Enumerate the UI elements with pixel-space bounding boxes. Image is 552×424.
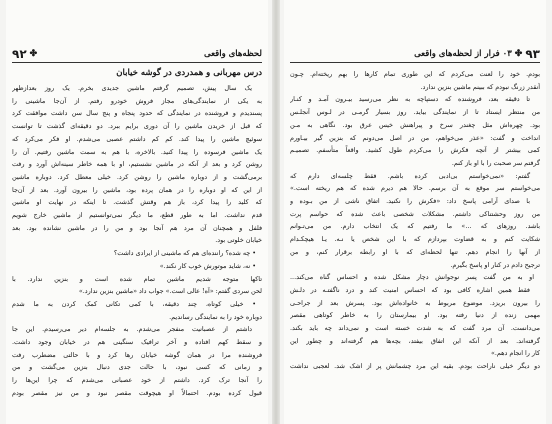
text-line: مهمی زنده از دنیا رفته بود. او بیمارستان را به خاطر کوتاهی مقصر	[290, 311, 540, 320]
text-line: کار را انجام دهم.»	[490, 349, 540, 358]
dialogue-line: • نه، شاید موتورش خوب کار نکند.»	[159, 261, 256, 270]
ornament-icon: ✤	[29, 49, 38, 59]
text-line: دو دیگر خیلی ناراحت بودم. بقیه این مرد چشمانش پر از اشک شد. لعجبی نداشت	[290, 362, 540, 371]
right-page	[284, 0, 546, 424]
text-line: به یکی از نمایندگی‌های مجاز فروش خودرو رفتم. از آن‌جا ماشینی را	[12, 96, 262, 105]
text-line: تا دقیقه بعد، فروشنده که دستپاچه به نظر می‌رسید بیـرون آمـد و کنـار	[290, 95, 530, 104]
text-line: با صدای آرامی پاسخ داد: «فکرش را نکنید. اتفاق ناشی از من بـوده و	[290, 197, 530, 206]
text-line: باشد. روزهای که ...» ما رفتیم که یک انتخاب دارم. من می‌تـوانم	[290, 222, 540, 231]
text-line: و زمانی که کسی نبود، با حالت جدی دنبال بنزین می‌گشت و من	[12, 363, 262, 372]
left-page-number: ۹۲	[12, 47, 27, 61]
text-line: گرفته‌اند. بعد از آنکه این اتفاق بیفتد، بچه‌ها هم گرفته‌اند و چطور این	[290, 336, 540, 345]
text-line: قبول کرده بودم. احتمالاً او هیچوقت مقصر نبود و من نیز مقصر بودم	[12, 388, 262, 397]
text-line: آنقدر زرنگ نبودم که ببینم ماشین بنزین ندارد.	[420, 82, 540, 91]
left-running-title: لحظه‌های واقعی	[203, 49, 262, 59]
text-line: تاکها متوجه شدیم ماشین تمام شده است و بنزین ندارد. با	[12, 274, 262, 283]
text-line: سوئیچ ماشین را پیدا کند. کم کم داشتم عصبی می‌شدم. او فکر می‌کرد که	[12, 134, 262, 143]
ornament-icon: ✤	[514, 49, 523, 59]
dialogue-line: • خیلی کوتاه، چند دقیقه، با کمی تکانی کمک کردن به ما شدم	[12, 299, 256, 308]
text-line: ترجیح دادم در کنار او پاسخ بگیرم.	[450, 260, 540, 269]
text-line: که قبل از خریدن ماشین را آن دوری برایم ببرد. دو دقیقه‌ای گذشت تا توانست	[12, 122, 262, 131]
text-line: فروشنده مرا در همان گوشه خیابان رها کرد و با حالتی مضطرب رفت	[12, 350, 262, 359]
text-line: لحن سردی گفتم: «آه! عالی است.» جواب داد «ماشین بنزین ندارد.»	[78, 287, 262, 296]
text-line: داشتم از عصبانیت منفجر می‌شدم. به جلسه‌ام دیر می‌رسیدم. این جا	[12, 325, 252, 334]
text-line: بود. چهره‌اش مثل چغندر سرخ و پیراهنش خیس عرق بود. نگاهی به مـن	[290, 120, 540, 129]
left-page-body	[12, 68, 262, 424]
text-line: خیابان خلوتی بود.	[215, 236, 262, 245]
text-line: بودم. خود را لعنت می‌کردم که این طوری تمام کارها را بهم ریخته‌ام. چـون	[290, 70, 540, 78]
text-line: فلفل و همچنان آن مرد هم آنجا بود و من را در ماشین نشانده بود. بعد	[12, 223, 262, 232]
text-line: کمی بیشتر از آنچه فکرش را می‌کردم طول کشید. واقعاً متأسفم. تصمیـم	[290, 146, 540, 155]
text-line: او به من گفت پسر نوجوانش دچار مشکل شده و احساس گناه می‌کند...	[290, 273, 534, 282]
text-line: را بیرون بریزد. موضوع مربوط به خانواده‌اش بود. پسرش بعد از جراحـی	[290, 298, 540, 307]
text-line: گفتم: «نمی‌خواستم بی‌ادبی کرده باشم. فقط چلسه‌ای دارم که	[290, 171, 530, 180]
text-line: فقط همین اشاره کافی بود که احساس امنیت کند و درد ناگفتـه در دلـش	[290, 285, 530, 294]
text-line: قدم نداشت. اما به طور قطع، ما دیگر نمی‌توانستیم از ماشین خارج شویم	[12, 211, 262, 220]
right-page-body	[290, 68, 540, 424]
text-line: روشن کرد و بعد از آنکه در ماشین نشستیم، او با همه خاطر سینه‌اش آورد و رفت	[12, 160, 262, 169]
text-line: انداخت و گفت: «عذر می‌خواهم، من در اصل می‌دونم که بنزین گیر بیـاورم	[290, 133, 540, 142]
dialogue-line: • چه شده؟ راننده‌ای هم که ماشینی از ایرادی داشت؟	[113, 249, 256, 258]
text-line: من منتظر ایستاد تا از نمایندگی بیاید. روز بسیار گرمـی در لـوس آنجلـس	[290, 108, 540, 117]
right-page-number: ۹۳	[525, 47, 540, 61]
left-page-header	[12, 46, 262, 63]
text-line: می‌خواستم سر موقع به آن برسم. حالا هم دیرم شده که هم ریخته است.»	[290, 184, 540, 193]
left-page	[6, 0, 268, 424]
text-line: گرفتم سر صحبت را با او باز کنم.	[451, 158, 540, 167]
section-title: درس مهربانی و همدردی در گوشه خیابان	[116, 68, 262, 78]
text-line: شکایت کنم و به قضاوت بپردازم که با این شخص یا نـه. یـا هیچکـدام	[290, 235, 540, 244]
right-running-title: ۰۳ فرار از لحظه‌های واقعی	[414, 49, 512, 59]
text-line: می‌دانست. آن مرد گفت که به شدت خسته است و نمی‌داند چه باید بکند.	[290, 324, 540, 333]
text-line: از آنها را انجام دهم. تنها لحظه‌ای که با او رابطه برقرار کنم، و من	[290, 247, 540, 256]
text-line: من روز وحشتناکی داشتم. مشکلات شخصی باعث شده که حواسم پرت	[290, 209, 540, 218]
text-line: را آنجا ترک کرد. داشتم از خود عصبانی می‌شدم که چرا این‌ها را	[12, 376, 262, 385]
book-gutter	[272, 0, 280, 424]
text-line: پسندیدم و فروشنده در نمایندگی که حدود پنجاه و پنج سال سن داشت موافقت کرد	[12, 109, 262, 118]
text-line: از این که او دوباره را در همان پرده بود، ماشین را بیرون آورد. بعد از آن‌جا	[12, 185, 262, 194]
text-line: برمی‌گشت و از دوباره ماشین را روشن کرد. خیلی معطل کرد. دوباره ماشین	[12, 172, 262, 181]
text-line: یک ماشین فرسوده را پیدا کنید. بالاخره، با هم به سمت ماشین رفتیم. آن را	[12, 147, 262, 156]
text-line: یک سال پیش، تصمیم گرفتم ماشین جدیدی بخرم. یک روز بعدازظهر	[12, 84, 252, 92]
text-line: و سقط کهم افتاده و آخر ترافیک سنگینی هم در خیابان وجود داشت.	[12, 338, 262, 347]
right-page-header	[290, 46, 540, 63]
text-line: که کلید را پیدا کرد، باز هم وقتش گذشت. تا اینکه در نهایت او ماشین	[12, 198, 262, 207]
text-line: دوباره خود را به نمایندگی رساندیم.	[169, 312, 262, 321]
